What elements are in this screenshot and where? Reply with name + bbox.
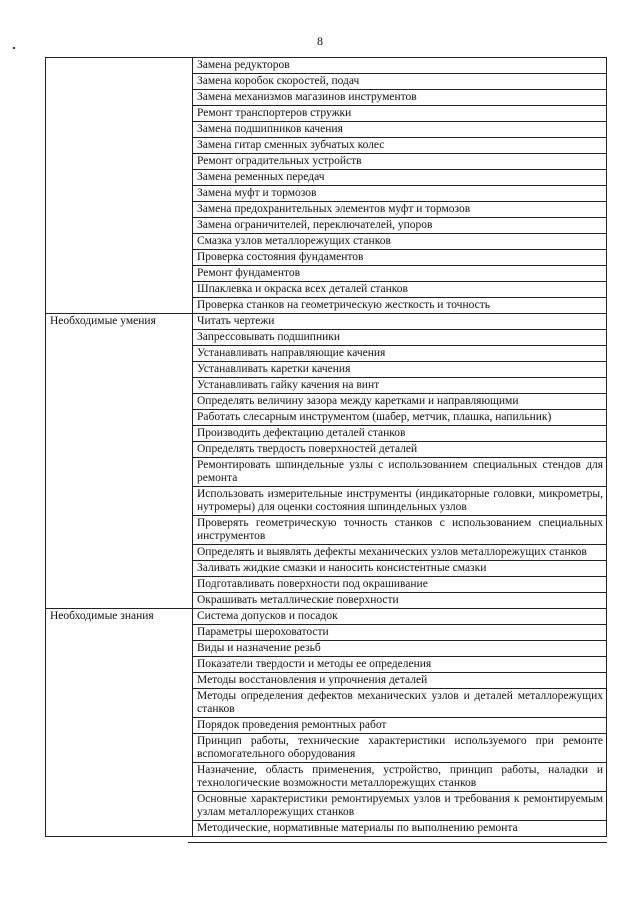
table-cell-item: Определять величину зазора между каретками и направляющими	[193, 394, 607, 410]
section-label: Необходимые умения	[46, 314, 193, 609]
table-cell-item: Производить дефектацию деталей станков	[193, 426, 607, 442]
table-cell-item: Замена подшипников качения	[193, 122, 607, 138]
table-cell-item: Порядок проведения ремонтных работ	[193, 718, 607, 734]
table-cell-item: Ремонт транспортеров стружки	[193, 106, 607, 122]
table-cell-item: Шпаклевка и окраска всех деталей станков	[193, 282, 607, 298]
table-cell-item: Смазка узлов металлорежущих станков	[193, 234, 607, 250]
page-number: 8	[317, 34, 323, 48]
table-cell-item: Основные характеристики ремонтируемых узлов и требования к ремонтируемым узлам металлорежущих станков	[193, 792, 607, 821]
table-cell-item: Проверка состояния фундаментов	[193, 250, 607, 266]
section-label: Необходимые знания	[46, 609, 193, 837]
table-cell-item: Методы восстановления и упрочнения деталей	[193, 673, 607, 689]
table-cell-item: Запрессовывать подшипники	[193, 330, 607, 346]
table-cell-item: Назначение, область применения, устройство, принцип работы, наладки и технологические возможности металлорежущих станков	[193, 763, 607, 792]
table-cell-item: Окрашивать металлические поверхности	[193, 593, 607, 609]
table-cell-item: Использовать измерительные инструменты (индикаторные головки, микрометры, нутромеры) для оценки состояния шпиндельных узлов	[193, 487, 607, 516]
table-cell-item: Система допусков и посадок	[193, 609, 607, 625]
table-cell-item: Замена гитар сменных зубчатых колес	[193, 138, 607, 154]
table-cell-item: Замена ременных передач	[193, 170, 607, 186]
table-cell-item: Подготавливать поверхности под окрашивание	[193, 577, 607, 593]
table-cell-item: Замена редукторов	[193, 58, 607, 74]
scan-speck	[13, 47, 15, 49]
table-cell-item: Параметры шероховатости	[193, 625, 607, 641]
table-cell-item: Методы определения дефектов механических узлов и деталей металлорежущих станков	[193, 689, 607, 718]
table-cell-item: Замена коробок скоростей, подач	[193, 74, 607, 90]
table-cell-item: Замена механизмов магазинов инструментов	[193, 90, 607, 106]
bottom-rule	[188, 842, 607, 843]
table-cell-item: Ремонт фундаментов	[193, 266, 607, 282]
table-cell-item: Замена муфт и тормозов	[193, 186, 607, 202]
table-cell-item: Проверять геометрическую точность станков с использованием специальных инструментов	[193, 516, 607, 545]
table-cell-item: Замена ограничителей, переключателей, упоров	[193, 218, 607, 234]
table-cell-item: Устанавливать гайку качения на винт	[193, 378, 607, 394]
table-cell-item: Ремонтировать шпиндельные узлы с использованием специальных стендов для ремонта	[193, 458, 607, 487]
table-cell-item: Принцип работы, технические характеристики используемого при ремонте вспомогательного оборудования	[193, 734, 607, 763]
table-cell-item: Показатели твердости и методы ее определения	[193, 657, 607, 673]
table-row	[46, 609, 607, 625]
table-row	[46, 58, 607, 74]
table-cell-item: Методические, нормативные материалы по выполнению ремонта	[193, 821, 607, 837]
requirements-table	[45, 57, 607, 837]
table-cell-item: Виды и назначение резьб	[193, 641, 607, 657]
table-cell-item: Замена предохранительных элементов муфт и тормозов	[193, 202, 607, 218]
table-cell-item: Устанавливать направляющие качения	[193, 346, 607, 362]
table-cell-item: Читать чертежи	[193, 314, 607, 330]
section-label	[46, 58, 193, 314]
table-cell-item: Устанавливать каретки качения	[193, 362, 607, 378]
table-cell-item: Определять твердость поверхностей деталей	[193, 442, 607, 458]
table-cell-item: Определять и выявлять дефекты механических узлов металлорежущих станков	[193, 545, 607, 561]
table-cell-item: Работать слесарным инструментом (шабер, метчик, плашка, напильник)	[193, 410, 607, 426]
table-cell-item: Заливать жидкие смазки и наносить консистентные смазки	[193, 561, 607, 577]
table-cell-item: Проверка станков на геометрическую жесткость и точность	[193, 298, 607, 314]
table-row	[46, 314, 607, 330]
table-cell-item: Ремонт оградительных устройств	[193, 154, 607, 170]
